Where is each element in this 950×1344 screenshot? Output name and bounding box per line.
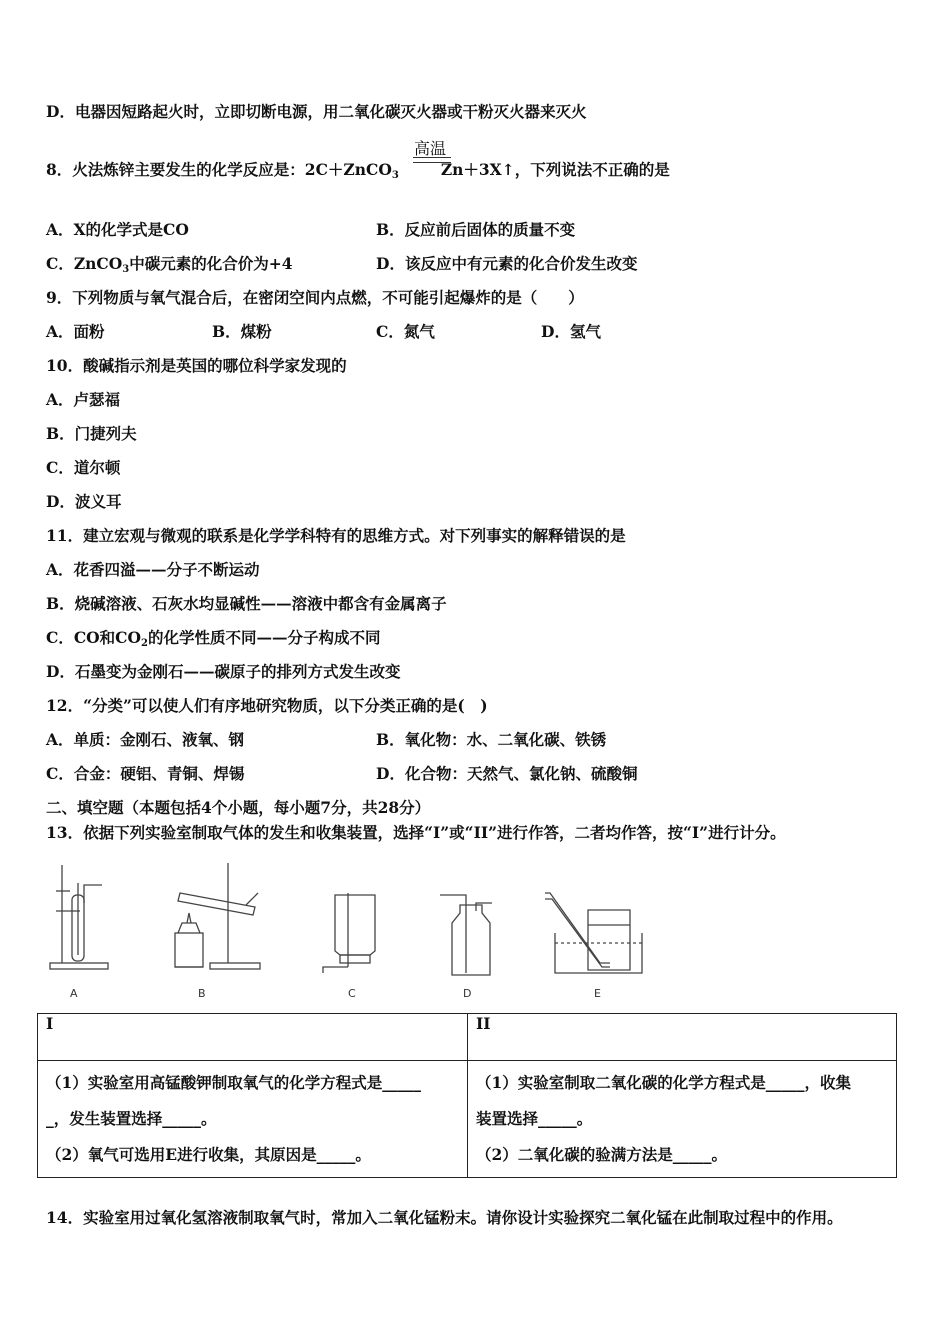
col2-line2: 装置选择_____。 bbox=[476, 1109, 593, 1128]
col1-line2: _，发生装置选择_____。 bbox=[46, 1109, 217, 1128]
q12-stem: 12．“分类”可以使人们有序地研究物质，以下分类正确的是( ) bbox=[46, 696, 488, 715]
q8-c-pre: C．ZnCO bbox=[46, 254, 123, 273]
q11-option-d: D．石墨变为金刚石——碳原子的排列方式发生改变 bbox=[46, 662, 401, 681]
label-c: C bbox=[348, 987, 356, 1000]
col2-body bbox=[468, 1061, 897, 1178]
q12-option-c: C．合金：硬铝、青铜、焊锡 bbox=[46, 764, 245, 783]
col2-line1: （1）实验室制取二氧化碳的化学方程式是_____，收集 bbox=[476, 1073, 852, 1092]
reaction-condition: 高温 bbox=[414, 139, 447, 158]
apparatus-b bbox=[175, 863, 260, 969]
q8-stem-post: Zn＋3X↑，下列说法不正确的是 bbox=[440, 160, 670, 179]
apparatus-d bbox=[440, 895, 492, 975]
q11-c-sub: 2 bbox=[141, 638, 148, 649]
q9-option-d: D．氢气 bbox=[541, 322, 601, 341]
q7-option-d: D．电器因短路起火时，立即切断电源，用二氧化碳灭火器或干粉灭火器来灭火 bbox=[46, 102, 587, 121]
apparatus-figure bbox=[40, 855, 680, 1005]
q8-stem-pre: 8．火法炼锌主要发生的化学反应是：2C＋ZnCO bbox=[46, 160, 392, 179]
q11-c-post: 的化学性质不同——分子构成不同 bbox=[147, 628, 381, 647]
q12-option-a: A．单质：金刚石、液氧、钢 bbox=[46, 730, 245, 749]
label-b: B bbox=[198, 987, 206, 1000]
q11-stem: 11．建立宏观与微观的联系是化学学科特有的思维方式。对下列事实的解释错误的是 bbox=[46, 526, 626, 545]
apparatus-c bbox=[323, 893, 375, 973]
q10-option-a: A．卢瑟福 bbox=[46, 390, 121, 409]
col1-header: I bbox=[38, 1014, 468, 1061]
apparatus-e bbox=[545, 893, 642, 973]
section-title: 二、填空题（本题包括4个小题，每小题7分，共28分） bbox=[46, 798, 431, 817]
q9-stem: 9．下列物质与氧气混合后，在密闭空间内点燃，不可能引起爆炸的是（ ） bbox=[46, 288, 584, 307]
q13-answer-table bbox=[37, 1013, 897, 1178]
col2-header: II bbox=[468, 1014, 897, 1061]
q8-stem bbox=[46, 160, 670, 186]
q8-option-a: A．X的化学式是CO bbox=[46, 220, 189, 239]
q10-option-c: C．道尔顿 bbox=[46, 458, 121, 477]
label-e: E bbox=[594, 987, 601, 1000]
q11-option-b: B．烧碱溶液、石灰水均显碱性——溶液中都含有金属离子 bbox=[46, 594, 447, 613]
q9-option-c: C．氮气 bbox=[376, 322, 435, 341]
col2-line3: （2）二氧化碳的验满方法是_____。 bbox=[476, 1145, 728, 1164]
q11-option-a: A．花香四溢——分子不断运动 bbox=[46, 560, 260, 579]
col1-line1: （1）实验室用高锰酸钾制取氧气的化学方程式是_____ bbox=[46, 1073, 422, 1092]
q8-option-d: D．该反应中有元素的化合价发生改变 bbox=[376, 254, 638, 273]
col1-body bbox=[38, 1061, 468, 1178]
q12-option-d: D．化合物：天然气、氯化钠、硫酸铜 bbox=[376, 764, 638, 783]
q10-option-b: B．门捷列夫 bbox=[46, 424, 137, 443]
label-d: D bbox=[463, 987, 472, 1000]
q11-c-pre: C．CO和CO bbox=[46, 628, 142, 647]
q10-stem: 10．酸碱指示剂是英国的哪位科学家发现的 bbox=[46, 356, 347, 375]
q9-option-a: A．面粉 bbox=[46, 322, 105, 341]
q9-option-b: B．煤粉 bbox=[212, 322, 272, 341]
q11-option-c bbox=[46, 628, 381, 654]
q8-c-sub: 3 bbox=[122, 264, 130, 275]
apparatus-a bbox=[50, 865, 108, 969]
q12-option-b: B．氧化物：水、二氧化碳、铁锈 bbox=[376, 730, 607, 749]
q14-stem: 14．实验室用过氧化氢溶液制取氧气时，常加入二氧化锰粉末。请你设计实验探究二氧化锰在此制取过程中的作用。 bbox=[46, 1208, 843, 1227]
q8-stem-sub: 3 bbox=[391, 170, 399, 181]
q8-option-b: B．反应前后固体的质量不变 bbox=[376, 220, 576, 239]
label-a: A bbox=[70, 987, 78, 1000]
q8-c-post: 中碳元素的化合价为+4 bbox=[129, 254, 293, 273]
q10-option-d: D．波义耳 bbox=[46, 492, 122, 511]
q8-option-c bbox=[46, 254, 293, 280]
col1-line3: （2）氧气可选用E进行收集，其原因是_____。 bbox=[46, 1145, 371, 1164]
q13-stem: 13．依据下列实验室制取气体的发生和收集装置，选择“I”或“II”进行作答，二者均作答，按“I”进行计分。 bbox=[46, 823, 786, 842]
